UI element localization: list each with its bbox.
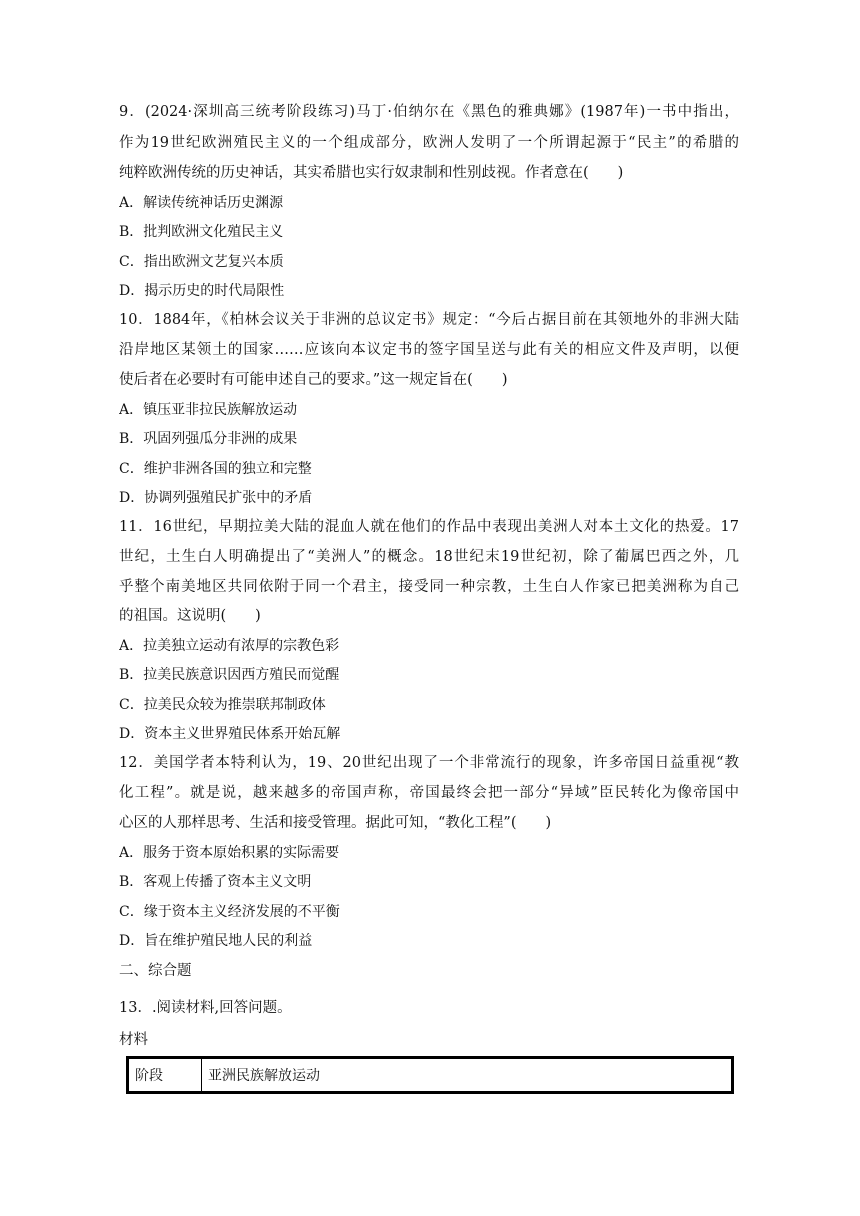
q11-option-c: C．拉美民众较为推崇联邦制政体 — [119, 697, 326, 713]
q12-option-a: A．服务于资本原始积累的实际需要 — [119, 845, 340, 861]
q9-option-d: D．揭示历史的时代局限性 — [119, 283, 285, 299]
q11-line-4: 的祖国。这说明( ) — [119, 608, 261, 624]
section-title: 二、综合题 — [119, 963, 192, 979]
q12-option-c: C．缘于资本主义经济发展的不平衡 — [119, 904, 340, 920]
q10-option-a: A．镇压亚非拉民族解放运动 — [119, 402, 298, 418]
q11-line-2: 世纪，土生白人明确提出了“美洲人”的概念。18世纪末19世纪初，除了葡属巴西之外，几 — [119, 549, 739, 565]
material-table — [126, 1056, 734, 1094]
q10-option-b: B．巩固列强瓜分非洲的成果 — [119, 431, 298, 447]
q11-line-3: 乎整个南美地区共同依附于同一个君主，接受同一种宗教，土生白人作家已把美洲称为自己 — [119, 579, 739, 595]
q10-line-2: 沿岸地区某领土的国家……应该向本议定书的签字国呈送与此有关的相应文件及声明，以便 — [119, 342, 739, 358]
q12-line-2: 化工程”。就是说，越来越多的帝国声称，帝国最终会把一部分“异域”臣民转化为像帝国中 — [119, 785, 739, 801]
q13-prompt: 13．.阅读材料,回答问题。 — [119, 1000, 292, 1016]
q10-option-c: C．维护非洲各国的独立和完整 — [119, 461, 312, 477]
material-label: 材料 — [119, 1032, 148, 1048]
q9-line-2: 作为19世纪欧洲殖民主义的一个组成部分，欧洲人发明了一个所谓起源于“民主”的希腊的 — [119, 135, 739, 151]
q9-option-b: B．批判欧洲文化殖民主义 — [119, 224, 284, 240]
q12-option-b: B．客观上传播了资本主义文明 — [119, 874, 312, 890]
q11-option-b: B．拉美民族意识因西方殖民而觉醒 — [119, 667, 340, 683]
q9-line-3: 纯粹欧洲传统的历史神话，其实希腊也实行奴隶制和性别歧视。作者意在( ) — [119, 165, 624, 181]
q12-line-3: 心区的人那样思考、生活和接受管理。据此可知，“教化工程”( ) — [119, 815, 552, 831]
q11-option-d: D．资本主义世界殖民体系开始瓦解 — [119, 726, 341, 742]
table-cell-stage: 阶段 — [128, 1058, 202, 1093]
q11-option-a: A．拉美独立运动有浓厚的宗教色彩 — [119, 638, 340, 654]
q12-line-1: 12．美国学者本特利认为，19、20世纪出现了一个非常流行的现象，许多帝国日益重视“教 — [119, 755, 739, 771]
q10-line-3: 使后者在必要时有可能申述自己的要求。”这一规定旨在( ) — [119, 372, 508, 388]
table-row — [128, 1058, 733, 1093]
q12-option-d: D．旨在维护殖民地人民的利益 — [119, 933, 313, 949]
table-cell-movement: 亚洲民族解放运动 — [202, 1058, 733, 1093]
q9-option-a: A．解读传统神话历史渊源 — [119, 195, 284, 211]
q11-line-1: 11．16世纪，早期拉美大陆的混血人就在他们的作品中表现出美洲人对本土文化的热爱。17 — [119, 519, 739, 535]
q9-line-1: 9．(2024·深圳高三统考阶段练习)马丁·伯纳尔在《黑色的雅典娜》(1987年)一书中指出， — [119, 104, 739, 120]
q10-option-d: D．协调列强殖民扩张中的矛盾 — [119, 490, 313, 506]
q9-option-c: C．指出欧洲文艺复兴本质 — [119, 254, 284, 270]
q10-line-1: 10．1884年，《柏林会议关于非洲的总议定书》规定：“今后占据目前在其领地外的非洲大陆 — [119, 312, 739, 328]
